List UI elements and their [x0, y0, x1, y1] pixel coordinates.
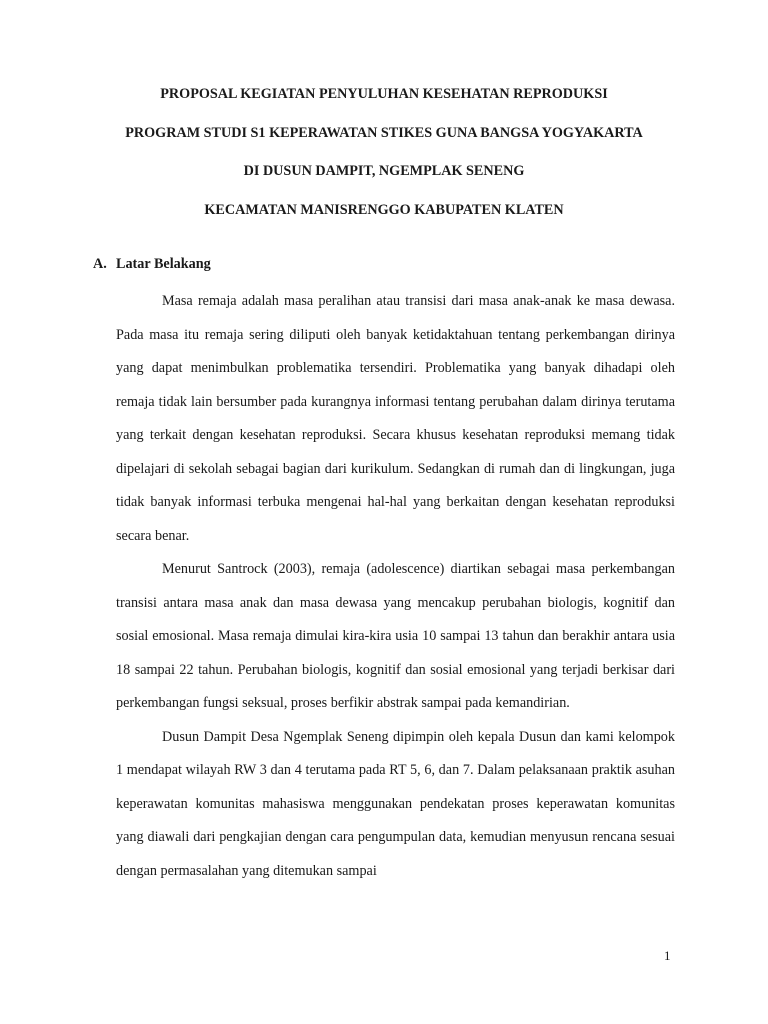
- paragraph-2: Menurut Santrock (2003), remaja (adolescence) diartikan sebagai masa perkembangan transisi antara masa anak dan masa dewasa yang mencakup perubahan biologis, kognitif dan sosial emosional. Masa remaja dimulai kira-kira usia 10 sampai 13 tahun dan berakhir antara usia 18 sampai 22 tahun. Perubahan biologis, kognitif dan sosial emosional yang terjadi berkisar dari perkembangan fungsi seksual, proses berfikir abstrak sampai pada kemandirian.: [116, 561, 675, 711]
- title-line-1: PROPOSAL KEGIATAN PENYULUHAN KESEHATAN REPRODUKSI: [160, 86, 608, 102]
- body-text: [116, 285, 675, 888]
- title-line-2: PROGRAM STUDI S1 KEPERAWATAN STIKES GUNA BANGSA YOGYAKARTA: [125, 124, 643, 141]
- title-line-4: KECAMATAN MANISRENGGO KABUPATEN KLATEN: [204, 202, 564, 219]
- section-marker: A.: [93, 256, 107, 272]
- title-line-3: DI DUSUN DAMPIT, NGEMPLAK SENENG: [243, 163, 525, 180]
- paragraph-3: Dusun Dampit Desa Ngemplak Seneng dipimpin oleh kepala Dusun dan kami kelompok 1 mendapat wilayah RW 3 dan 4 terutama pada RT 5, 6, dan 7. Dalam pelaksanaan praktik asuhan keperawatan komunitas mahasiswa menggunakan pendekatan proses keperawatan komunitas yang diawali dari pengkajian dengan cara pengumpulan data, kemudian menyusun rencana sesuai dengan permasalahan yang ditemukan sampai: [116, 728, 675, 879]
- section-heading-text: Latar Belakang: [116, 256, 211, 272]
- page-number: 1: [664, 948, 671, 963]
- document-title: [60, 84, 708, 239]
- section-heading: [93, 254, 211, 274]
- paragraph-1: Masa remaja adalah masa peralihan atau transisi dari masa anak-anak ke masa dewasa. Pada masa itu remaja sering diliputi oleh banyak ketidaktahuan tentang perkembangan dirinya yang dapat menimbulkan problematika tersendiri. Problematika yang banyak dihadapi oleh remaja tidak lain bersumber pada kurangnya informasi tentang perubahan dalam dirinya terutama yang terkait dengan kesehatan reproduksi. Secara khusus kesehatan reproduksi memang tidak dipelajari di sekolah sebagai bagian dari kurikulum. Sedangkan di rumah dan di lingkungan, juga tidak banyak informasi terbuka mengenai hal-hal yang berkaitan dengan kesehatan reproduksi secara benar.: [116, 293, 675, 544]
